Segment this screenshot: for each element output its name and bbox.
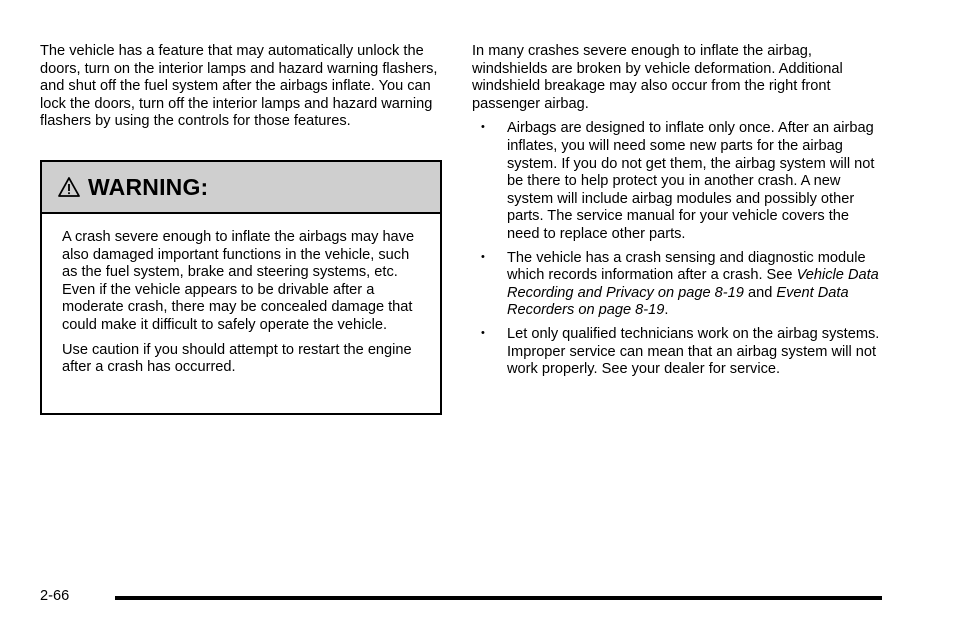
list-item: [472, 120, 884, 243]
warning-paragraph-1: A crash severe enough to inflate the airbags may have also damaged important functions in the vehicle, such as the fuel system, brake and steering systems, etc. Even if the vehicle appears to be drivable after a moderate crash, there may be concealed damage that could make it difficult to safely operate the vehicle.: [62, 229, 415, 333]
list-item: [472, 250, 884, 320]
list-item: [472, 326, 884, 379]
right-intro-paragraph: In many crashes severe enough to inflate the airbag, windshields are broken by vehicle deformation. Additional windshield breakage may also occur from the right front passenger airbag.: [472, 43, 843, 112]
bullet-text-2a: The vehicle has a crash sensing and diagnostic module which records information after a crash. See: [507, 249, 866, 284]
footer-rule: [115, 596, 882, 600]
bullet-text-2c: .: [664, 302, 669, 319]
warning-box: [40, 160, 442, 415]
warning-title: WARNING:: [88, 173, 209, 200]
bullet-icon: •: [481, 121, 485, 134]
cross-reference-link[interactable]: Event Data Recorders on page 8-19: [507, 284, 849, 319]
bullet-list: [472, 120, 884, 378]
warning-triangle-icon: [58, 176, 80, 198]
warning-body: [42, 214, 440, 377]
right-column: [472, 43, 884, 385]
bullet-text-2b: and: [743, 284, 777, 301]
page-number: 2-66: [40, 588, 70, 604]
bullet-icon: •: [481, 326, 485, 339]
left-column: [40, 43, 444, 131]
bullet-text-3: Let only qualified technicians work on the airbag systems. Improper service can mean that an airbag system will not work properly. See your dealer for service.: [507, 325, 880, 378]
warning-header: [42, 162, 440, 214]
cross-reference-link[interactable]: Vehicle Data Recording and Privacy on page 8-19: [507, 267, 879, 301]
bullet-icon: •: [481, 250, 485, 263]
left-intro-paragraph: The vehicle has a feature that may automatically unlock the doors, turn on the interior lamps and hazard warning flashers, and shut off the fuel system after the airbags inflate. You can lock the doors, turn off the interior lamps and hazard warning flashers by using the controls for those features.: [40, 43, 438, 130]
warning-paragraph-2: Use caution if you should attempt to restart the engine after a crash has occurred.: [62, 341, 412, 376]
bullet-text-1: Airbags are designed to inflate only once. After an airbag inflates, you will need some new parts for the airbag system. If you do not get them, the airbag system will not be there to help protect you in another crash. A new system will include airbag modules and possibly other parts. The service manual for your vehicle covers the need to replace other parts.: [507, 120, 875, 242]
